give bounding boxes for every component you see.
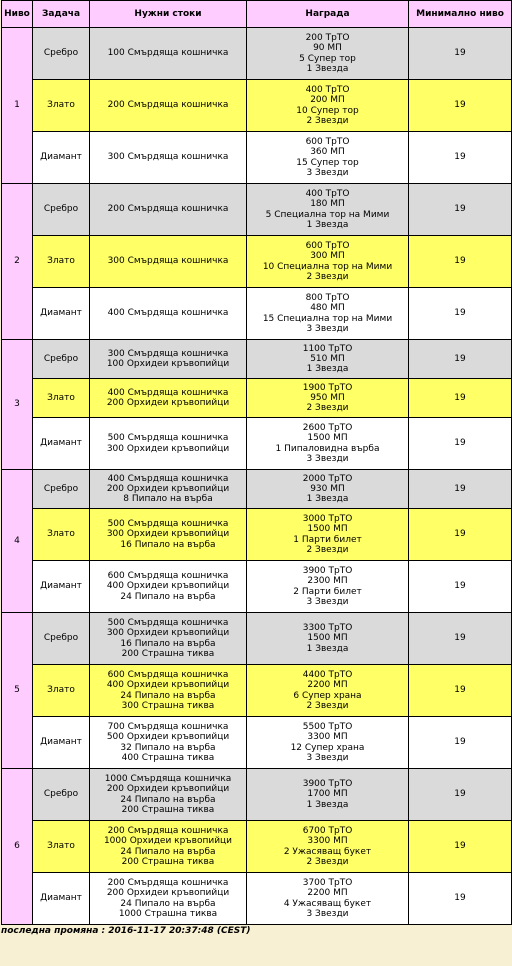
goods-line: 16 Пипало на върба [120,539,216,550]
reward-line: 3900 ТрТО [302,779,353,790]
goods-cell [90,873,247,925]
reward-line: 2 Ужасяващ букет [283,846,372,857]
goods-line: 600 Смърдяща кошничка [107,670,229,681]
reward-line: 1900 ТрТО [302,382,353,393]
reward-line: 3700 ТрТО [302,878,353,889]
reward-line: 2 Звезди [306,856,349,867]
reward-cell [247,236,409,288]
goods-line: 300 Смърдяща кошничка [107,256,229,267]
table-row [2,509,512,561]
reward-line: 180 МП [310,199,345,210]
table-row [2,184,512,236]
min-level-cell: 19 [409,236,512,288]
reward-line: 15 Супер тор [296,157,359,168]
goods-line: 200 Орхидеи кръвопийци [106,784,230,795]
reward-line: 3 Звезди [306,596,349,607]
reward-line: 2 Звезди [306,544,349,555]
min-level-cell: 19 [409,28,512,80]
header-row [2,1,512,28]
goods-line: 24 Пипало на върба [120,846,216,857]
goods-line: 400 Смърдяща кошничка [107,473,229,484]
reward-cell [247,769,409,821]
reward-line: 2000 ТрТО [302,473,353,484]
table-row [2,873,512,925]
task-cell-diamond: Диамант [33,561,90,613]
goods-line: 200 Орхидеи кръвопийци [106,888,230,899]
goods-cell [90,340,247,379]
goods-line: 700 Смърдяща кошничка [107,722,229,733]
goods-line: 24 Пипало на върба [120,794,216,805]
goods-cell [90,561,247,613]
goods-line: 100 Смърдяща кошничка [107,48,229,59]
goods-line: 300 Орхидеи кръвопийци [106,628,230,639]
task-cell-diamond: Диамант [33,288,90,340]
reward-line: 5 Супер тор [299,53,356,64]
goods-line: 600 Смърдяща кошничка [107,571,229,582]
min-level-cell: 19 [409,80,512,132]
reward-line: 300 МП [310,251,345,262]
table-row [2,613,512,665]
goods-line: 200 Смърдяща кошничка [107,826,229,837]
table-row [2,561,512,613]
reward-line: 6 Супер храна [293,690,362,701]
min-level-cell: 19 [409,132,512,184]
goods-line: 200 Смърдяща кошничка [107,878,229,889]
goods-line: 300 Орхидеи кръвопийци [106,443,230,454]
reward-line: 3300 МП [307,836,348,847]
level-cell: 5 [2,613,33,769]
reward-line: 1500 МП [307,633,348,644]
task-cell-silver: Сребро [33,769,90,821]
task-cell-diamond: Диамант [33,873,90,925]
reward-line: 2 Звезди [306,403,349,414]
task-cell-silver: Сребро [33,470,90,509]
goods-line: 200 Смърдяща кошничка [107,204,229,215]
goods-line: 24 Пипало на върба [120,898,216,909]
reward-line: 950 МП [310,392,345,403]
reward-cell [247,184,409,236]
reward-line: 1500 МП [307,433,348,444]
task-cell-gold: Злато [33,80,90,132]
goods-line: 24 Пипало на върба [120,690,216,701]
reward-line: 3300 МП [307,732,348,743]
reward-line: 6700 ТрТО [302,826,353,837]
goods-line: 200 Страшна тиква [121,804,215,815]
min-level-cell: 19 [409,184,512,236]
reward-cell [247,80,409,132]
goods-line: 300 Страшна тиква [121,700,215,711]
goods-line: 500 Орхидеи кръвопийци [106,732,230,743]
reward-line: 15 Специална тор на Мими [262,313,393,324]
reward-line: 400 ТрТО [305,189,350,200]
goods-line: 400 Орхидеи кръвопийци [106,680,230,691]
header-min-level: Минимално ниво [409,1,512,28]
task-cell-silver: Сребро [33,340,90,379]
goods-line: 32 Пипало на върба [120,742,216,753]
min-level-cell: 19 [409,821,512,873]
reward-cell [247,379,409,418]
goods-line: 1000 Орхидеи кръвопийци [103,836,233,847]
header-task: Задача [33,1,90,28]
level-cell: 3 [2,340,33,470]
reward-line: 2200 МП [307,680,348,691]
goods-cell [90,379,247,418]
reward-line: 90 МП [313,43,342,54]
table-row [2,340,512,379]
goods-line: 400 Смърдяща кошничка [107,308,229,319]
task-cell-gold: Злато [33,379,90,418]
min-level-cell: 19 [409,509,512,561]
min-level-cell: 19 [409,613,512,665]
reward-line: 3 Звезди [306,167,349,178]
table-row [2,28,512,80]
table-row [2,665,512,717]
reward-cell [247,28,409,80]
reward-line: 1 Звезда [306,63,349,74]
table-row [2,470,512,509]
reward-line: 2200 МП [307,888,348,899]
min-level-cell: 19 [409,379,512,418]
reward-line: 1 Звезда [306,219,349,230]
goods-line: 24 Пипало на върба [120,591,216,602]
goods-cell [90,717,247,769]
goods-cell [90,769,247,821]
level-cell: 4 [2,470,33,613]
min-level-cell: 19 [409,665,512,717]
reward-line: 3 Звезди [306,323,349,334]
goods-line: 1000 Смърдяща кошничка [104,774,232,785]
reward-line: 1 Парти билет [293,534,362,545]
reward-cell [247,873,409,925]
reward-line: 2 Звезди [306,115,349,126]
table-row [2,288,512,340]
reward-line: 800 ТрТО [305,293,350,304]
reward-line: 200 ТрТО [305,33,350,44]
reward-cell [247,561,409,613]
goods-cell [90,80,247,132]
reward-line: 2600 ТрТО [302,423,353,434]
reward-cell [247,132,409,184]
goods-line: 400 Страшна тиква [121,752,215,763]
header-level: Ниво [2,1,33,28]
goods-cell [90,418,247,470]
min-level-cell: 19 [409,717,512,769]
goods-line: 16 Пипало на върба [120,638,216,649]
task-cell-gold: Злато [33,509,90,561]
last-modified-footer: последна промяна : 2016-11-17 20:37:48 (CEST) [1,926,251,936]
reward-line: 200 МП [310,95,345,106]
reward-line: 10 Специална тор на Мими [262,261,393,272]
reward-line: 480 МП [310,303,345,314]
task-cell-silver: Сребро [33,28,90,80]
table-row [2,418,512,470]
task-cell-diamond: Диамант [33,418,90,470]
goods-cell [90,509,247,561]
reward-line: 3300 ТрТО [302,623,353,634]
goods-line: 200 Страшна тиква [121,856,215,867]
reward-line: 1700 МП [307,789,348,800]
header-goods: Нужни стоки [90,1,247,28]
task-cell-gold: Злато [33,236,90,288]
reward-line: 4400 ТрТО [302,670,353,681]
min-level-cell: 19 [409,340,512,379]
goods-line: 400 Смърдяща кошничка [107,387,229,398]
min-level-cell: 19 [409,873,512,925]
reward-line: 3900 ТрТО [302,566,353,577]
reward-line: 5 Специална тор на Мими [265,209,390,220]
reward-line: 600 ТрТО [305,241,350,252]
reward-line: 3 Звезди [306,453,349,464]
reward-line: 400 ТрТО [305,85,350,96]
goods-cell [90,821,247,873]
reward-line: 4 Ужасяващ букет [283,898,372,909]
goods-line: 200 Страшна тиква [121,648,215,659]
reward-line: 3 Звезди [306,908,349,919]
table-row [2,821,512,873]
reward-cell [247,717,409,769]
goods-cell [90,236,247,288]
goods-line: 300 Смърдяща кошничка [107,348,229,359]
goods-line: 8 Пипало на върба [123,494,213,505]
reward-line: 600 ТрТО [305,137,350,148]
reward-line: 12 Супер храна [290,742,365,753]
reward-line: 510 МП [310,353,345,364]
reward-cell [247,613,409,665]
reward-line: 1 Звезда [306,364,349,375]
goods-line: 400 Орхидеи кръвопийци [106,581,230,592]
goods-line: 1000 Страшна тиква [118,908,218,919]
reward-line: 1 Пипаловидна върба [275,443,380,454]
task-cell-diamond: Диамант [33,717,90,769]
reward-line: 1500 МП [307,524,348,535]
min-level-cell: 19 [409,418,512,470]
reward-cell [247,340,409,379]
goods-line: 200 Орхидеи кръвопийци [106,483,230,494]
reward-line: 1 Звезда [306,494,349,505]
goods-cell [90,470,247,509]
header-reward: Награда [247,1,409,28]
task-cell-silver: Сребро [33,184,90,236]
goods-cell [90,184,247,236]
reward-cell [247,509,409,561]
reward-line: 2300 МП [307,576,348,587]
goods-line: 200 Смърдяща кошничка [107,100,229,111]
task-cell-gold: Злато [33,821,90,873]
reward-line: 5500 ТрТО [302,722,353,733]
goods-cell [90,665,247,717]
table-row [2,717,512,769]
goods-line: 500 Смърдяща кошничка [107,618,229,629]
goods-line: 500 Смърдяща кошничка [107,433,229,444]
goods-cell [90,613,247,665]
task-cell-diamond: Диамант [33,132,90,184]
goods-line: 300 Смърдяща кошничка [107,152,229,163]
reward-line: 1 Звезда [306,799,349,810]
reward-line: 930 МП [310,483,345,494]
table-body [2,28,512,925]
goods-line: 300 Орхидеи кръвопийци [106,529,230,540]
min-level-cell: 19 [409,769,512,821]
reward-cell [247,418,409,470]
min-level-cell: 19 [409,561,512,613]
reward-cell [247,665,409,717]
reward-line: 360 МП [310,147,345,158]
goods-line: 200 Орхидеи кръвопийци [106,398,230,408]
reward-line: 3 Звезди [306,752,349,763]
reward-cell [247,470,409,509]
goods-line: 100 Орхидеи кръвопийци [106,359,230,369]
goods-line: 500 Смърдяща кошничка [107,519,229,530]
goods-cell [90,28,247,80]
table-row [2,132,512,184]
reward-line: 10 Супер тор [296,105,359,116]
reward-cell [247,821,409,873]
table-row [2,236,512,288]
level-cell: 1 [2,28,33,184]
table-row [2,80,512,132]
min-level-cell: 19 [409,288,512,340]
min-level-cell: 19 [409,470,512,509]
reward-line: 2 Парти билет [293,586,362,597]
level-cell: 6 [2,769,33,925]
task-cell-silver: Сребро [33,613,90,665]
table-row [2,769,512,821]
reward-line: 1100 ТрТО [302,343,353,354]
task-cell-gold: Злато [33,665,90,717]
goods-cell [90,288,247,340]
reward-line: 2 Звезди [306,271,349,282]
reward-line: 1 Звезда [306,643,349,654]
reward-line: 2 Звезди [306,700,349,711]
level-cell: 2 [2,184,33,340]
goods-cell [90,132,247,184]
reward-line: 3000 ТрТО [302,514,353,525]
rewards-table [1,0,512,925]
reward-cell [247,288,409,340]
table-row [2,379,512,418]
